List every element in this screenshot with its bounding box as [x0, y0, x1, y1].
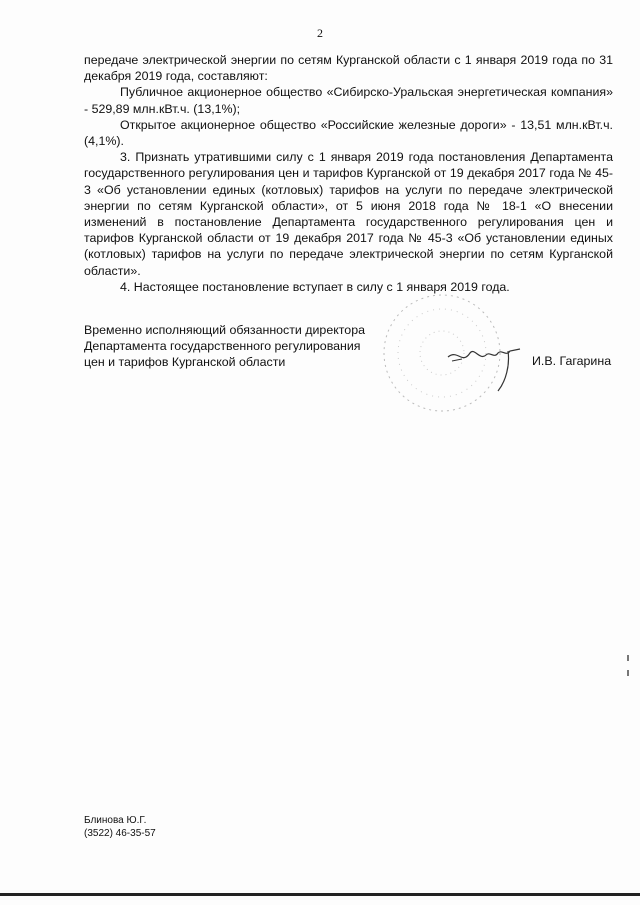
scan-mark — [627, 655, 629, 661]
executor-name: Блинова Ю.Г. — [84, 815, 147, 826]
paragraph-item-4: 4. Настоящее постановление вступает в силу с 1 января 2019 года. — [120, 279, 510, 294]
paragraph-intro: передаче электрической энергии по сетям Курганской области с 1 января 2019 года по 31 декабря 2019 года, составляют: — [84, 53, 613, 84]
document-footer — [84, 814, 156, 840]
signer-position-line1: Временно исполняющий обязанности директора — [84, 323, 365, 337]
signature-block — [84, 322, 384, 371]
page-number: 2 — [317, 26, 323, 40]
paragraph-company-2: Открытое акционерное общество «Российские железные дороги» - 13,51 млн.кВт.ч. (4,1%). — [84, 117, 613, 149]
paragraph-company-1: Публичное акционерное общество «Сибирско-Уральская энергетическая компания» - 529,89 млн.кВт.ч. (13,1%); — [84, 85, 613, 116]
scan-bottom-edge — [0, 893, 640, 896]
executor-phone: (3522) 46-35-57 — [84, 828, 156, 839]
scan-mark — [627, 670, 629, 676]
signer-position-line2: Департамента государственного регулирования — [84, 339, 361, 354]
paragraph-item-3: 3. Признать утратившими силу с 1 января 2019 года постановления Департамента государственного регулирования цен и тарифов Курганской от 19 декабря 2017 года № 45-3 «Об установлении единых (котловых) тарифов на услуги по передаче электрической энергии по сетям Курганской области», от 5 июня 2018 года № 18-1 «О внесении изменений в постановление Департамента государственного регулирования цен и тарифов Курганской области от 19 декабря 2017 года № 45-3 «Об установлении единых (котловых) тарифов на услуги по передаче электрической энергии по сетям Курганской области». — [84, 150, 613, 278]
handwritten-signature — [440, 335, 540, 395]
signer-position-line3: цен и тарифов Курганской области — [84, 355, 286, 370]
signer-name: И.В. Гагарина — [532, 354, 612, 368]
document-body — [84, 52, 613, 295]
